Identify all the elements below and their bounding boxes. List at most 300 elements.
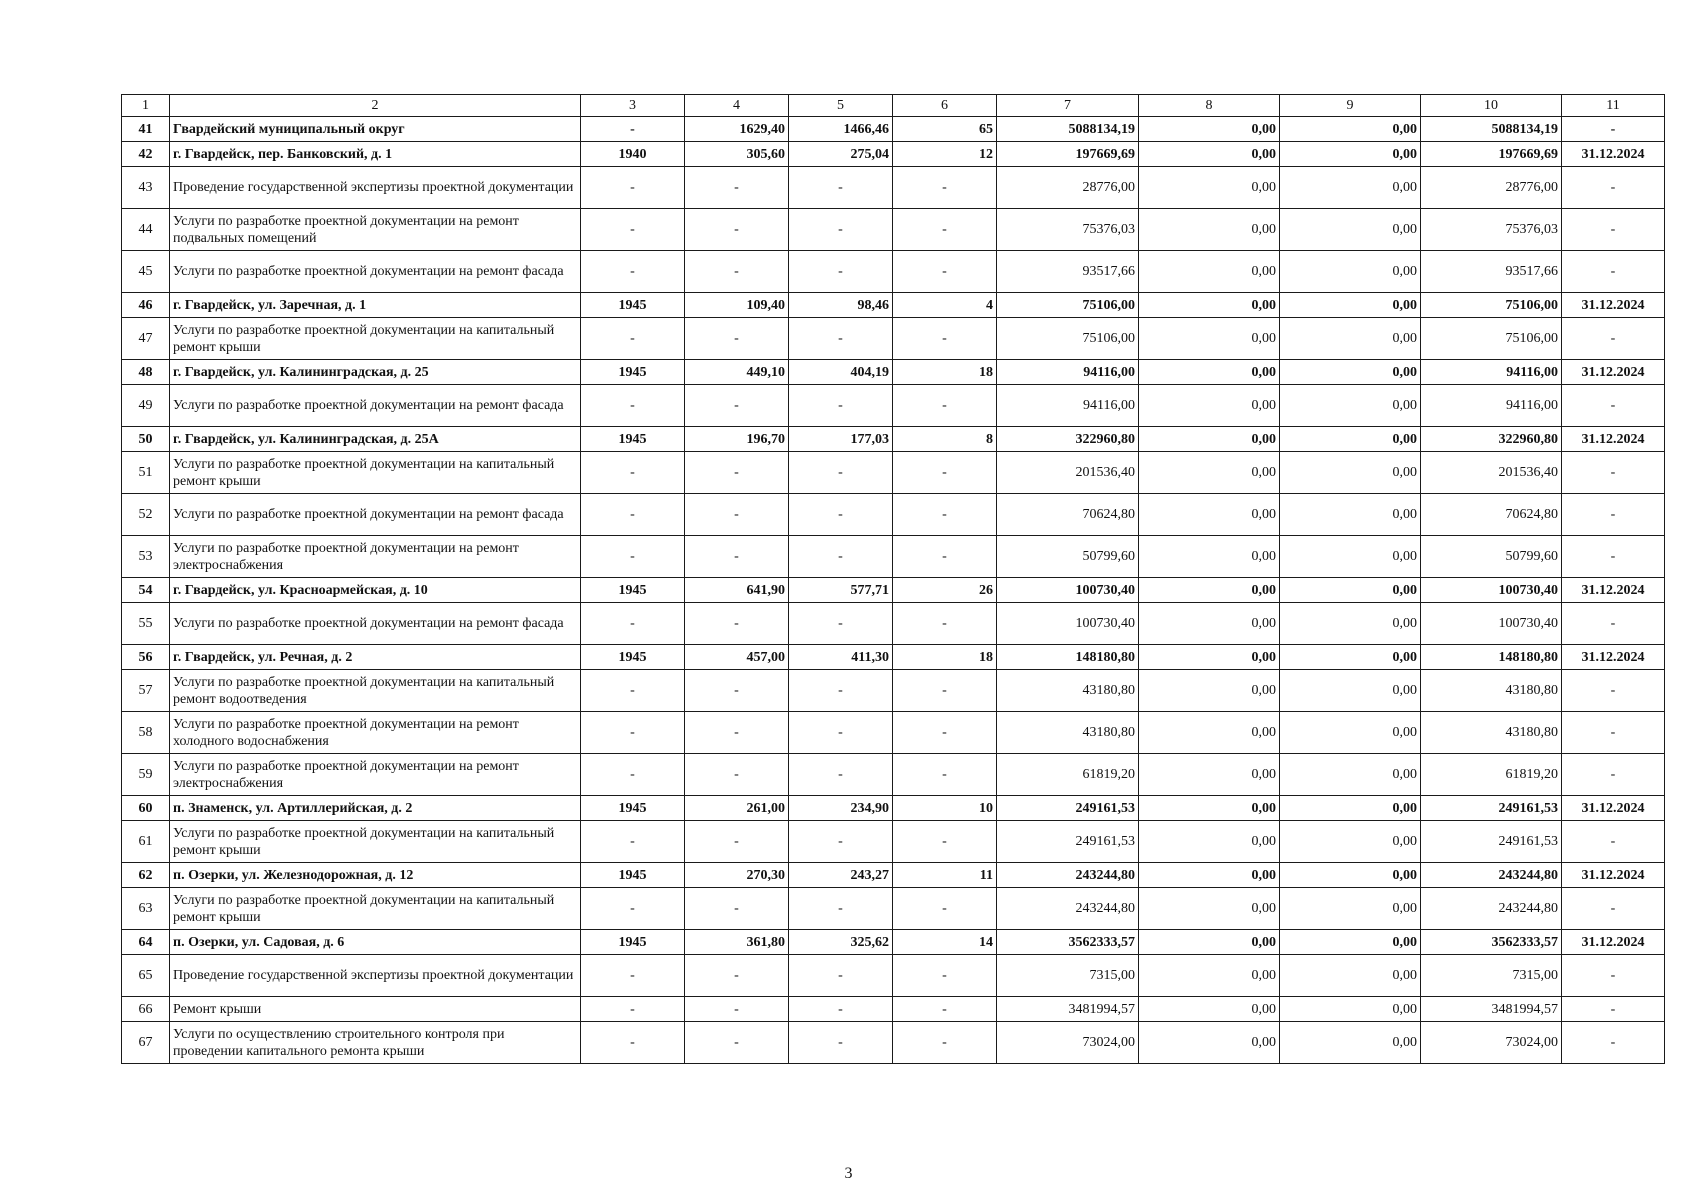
living-area-cell: -: [789, 997, 893, 1022]
living-area-cell: -: [789, 251, 893, 293]
deadline-cell: -: [1562, 117, 1665, 142]
area-cell: -: [685, 603, 789, 645]
area-cell: -: [685, 167, 789, 209]
residents-cell: -: [893, 209, 997, 251]
living-area-cell: 325,62: [789, 930, 893, 955]
work-item-row: [122, 452, 1665, 494]
owners-cell: 28776,00: [1421, 167, 1562, 209]
residents-cell: -: [893, 385, 997, 427]
row-number: 54: [122, 578, 170, 603]
row-number: 41: [122, 117, 170, 142]
address-row: [122, 427, 1665, 452]
residents-cell: 11: [893, 863, 997, 888]
column-header: 2: [170, 95, 581, 117]
work-name: Услуги по разработке проектной документации на капитальный ремонт крыши: [170, 821, 581, 863]
year-cell: -: [581, 1022, 685, 1064]
deadline-cell: -: [1562, 209, 1665, 251]
budget-cell: 0,00: [1280, 293, 1421, 318]
living-area-cell: 98,46: [789, 293, 893, 318]
owners-cell: 249161,53: [1421, 796, 1562, 821]
total-cost-cell: 3562333,57: [997, 930, 1139, 955]
year-cell: -: [581, 209, 685, 251]
year-cell: -: [581, 754, 685, 796]
work-name: Услуги по разработке проектной документации на капитальный ремонт водоотведения: [170, 670, 581, 712]
year-cell: -: [581, 997, 685, 1022]
total-cost-cell: 5088134,19: [997, 117, 1139, 142]
work-name: Услуги по разработке проектной документации на ремонт электроснабжения: [170, 536, 581, 578]
budget-cell: 0,00: [1280, 1022, 1421, 1064]
living-area-cell: -: [789, 385, 893, 427]
address-row: [122, 930, 1665, 955]
residents-cell: 18: [893, 645, 997, 670]
row-number: 53: [122, 536, 170, 578]
residents-cell: -: [893, 997, 997, 1022]
area-cell: 270,30: [685, 863, 789, 888]
row-number: 45: [122, 251, 170, 293]
budget-cell: 0,00: [1280, 360, 1421, 385]
deadline-cell: -: [1562, 1022, 1665, 1064]
address-row: [122, 863, 1665, 888]
work-name: Услуги по разработке проектной документации на ремонт подвальных помещений: [170, 209, 581, 251]
deadline-cell: -: [1562, 167, 1665, 209]
row-number: 65: [122, 955, 170, 997]
owners-cell: 148180,80: [1421, 645, 1562, 670]
year-cell: 1945: [581, 293, 685, 318]
row-number: 59: [122, 754, 170, 796]
work-name: Услуги по разработке проектной документации на ремонт фасада: [170, 385, 581, 427]
residents-cell: 4: [893, 293, 997, 318]
column-header: 7: [997, 95, 1139, 117]
fund-cell: 0,00: [1139, 821, 1280, 863]
budget-cell: 0,00: [1280, 930, 1421, 955]
row-number: 63: [122, 888, 170, 930]
column-header: 5: [789, 95, 893, 117]
row-number: 47: [122, 318, 170, 360]
total-cost-cell: 94116,00: [997, 385, 1139, 427]
residents-cell: -: [893, 712, 997, 754]
year-cell: -: [581, 536, 685, 578]
total-cost-cell: 100730,40: [997, 603, 1139, 645]
deadline-cell: 31.12.2024: [1562, 578, 1665, 603]
fund-cell: 0,00: [1139, 888, 1280, 930]
budget-cell: 0,00: [1280, 821, 1421, 863]
area-cell: 261,00: [685, 796, 789, 821]
total-cost-cell: 201536,40: [997, 452, 1139, 494]
owners-cell: 70624,80: [1421, 494, 1562, 536]
total-cost-cell: 94116,00: [997, 360, 1139, 385]
year-cell: 1945: [581, 578, 685, 603]
deadline-cell: 31.12.2024: [1562, 863, 1665, 888]
year-cell: -: [581, 251, 685, 293]
total-cost-cell: 43180,80: [997, 670, 1139, 712]
work-name: Услуги по разработке проектной документации на ремонт холодного водоснабжения: [170, 712, 581, 754]
area-cell: -: [685, 452, 789, 494]
column-header: 3: [581, 95, 685, 117]
fund-cell: 0,00: [1139, 930, 1280, 955]
living-area-cell: 275,04: [789, 142, 893, 167]
year-cell: 1945: [581, 930, 685, 955]
row-number: 58: [122, 712, 170, 754]
residents-cell: -: [893, 167, 997, 209]
area-cell: 1629,40: [685, 117, 789, 142]
address-row: [122, 796, 1665, 821]
area-cell: 305,60: [685, 142, 789, 167]
residents-cell: -: [893, 494, 997, 536]
total-cost-cell: 61819,20: [997, 754, 1139, 796]
residents-cell: 12: [893, 142, 997, 167]
year-cell: -: [581, 712, 685, 754]
work-name: Услуги по разработке проектной документации на ремонт фасада: [170, 251, 581, 293]
budget-cell: 0,00: [1280, 578, 1421, 603]
area-cell: -: [685, 997, 789, 1022]
work-item-row: [122, 997, 1665, 1022]
owners-cell: 75106,00: [1421, 318, 1562, 360]
living-area-cell: -: [789, 318, 893, 360]
work-name: Проведение государственной экспертизы проектной документации: [170, 167, 581, 209]
fund-cell: 0,00: [1139, 360, 1280, 385]
total-cost-cell: 75106,00: [997, 293, 1139, 318]
row-number: 60: [122, 796, 170, 821]
work-item-row: [122, 251, 1665, 293]
deadline-cell: 31.12.2024: [1562, 796, 1665, 821]
fund-cell: 0,00: [1139, 209, 1280, 251]
work-name: п. Озерки, ул. Железнодорожная, д. 12: [170, 863, 581, 888]
work-item-row: [122, 385, 1665, 427]
living-area-cell: -: [789, 452, 893, 494]
residents-cell: -: [893, 452, 997, 494]
living-area-cell: 177,03: [789, 427, 893, 452]
year-cell: -: [581, 670, 685, 712]
row-number: 64: [122, 930, 170, 955]
row-number: 52: [122, 494, 170, 536]
owners-cell: 100730,40: [1421, 578, 1562, 603]
work-item-row: [122, 754, 1665, 796]
deadline-cell: 31.12.2024: [1562, 360, 1665, 385]
area-cell: -: [685, 494, 789, 536]
address-row: [122, 293, 1665, 318]
total-cost-cell: 3481994,57: [997, 997, 1139, 1022]
row-number: 62: [122, 863, 170, 888]
living-area-cell: -: [789, 167, 893, 209]
work-name: г. Гвардейск, ул. Калининградская, д. 25А: [170, 427, 581, 452]
total-cost-cell: 70624,80: [997, 494, 1139, 536]
residents-cell: -: [893, 754, 997, 796]
living-area-cell: -: [789, 955, 893, 997]
owners-cell: 100730,40: [1421, 603, 1562, 645]
row-number: 50: [122, 427, 170, 452]
residents-cell: 65: [893, 117, 997, 142]
row-number: 67: [122, 1022, 170, 1064]
fund-cell: 0,00: [1139, 712, 1280, 754]
year-cell: -: [581, 452, 685, 494]
residents-cell: -: [893, 821, 997, 863]
owners-cell: 61819,20: [1421, 754, 1562, 796]
total-cost-cell: 243244,80: [997, 888, 1139, 930]
fund-cell: 0,00: [1139, 452, 1280, 494]
total-cost-cell: 243244,80: [997, 863, 1139, 888]
work-item-row: [122, 888, 1665, 930]
area-cell: 196,70: [685, 427, 789, 452]
deadline-cell: -: [1562, 754, 1665, 796]
total-cost-cell: 93517,66: [997, 251, 1139, 293]
work-name: Услуги по осуществлению строительного контроля при проведении капитального ремонта крыши: [170, 1022, 581, 1064]
work-name: Проведение государственной экспертизы проектной документации: [170, 955, 581, 997]
owners-cell: 243244,80: [1421, 888, 1562, 930]
work-name: г. Гвардейск, ул. Заречная, д. 1: [170, 293, 581, 318]
fund-cell: 0,00: [1139, 578, 1280, 603]
living-area-cell: 404,19: [789, 360, 893, 385]
fund-cell: 0,00: [1139, 603, 1280, 645]
budget-cell: 0,00: [1280, 603, 1421, 645]
work-item-row: [122, 712, 1665, 754]
area-cell: 457,00: [685, 645, 789, 670]
deadline-cell: -: [1562, 251, 1665, 293]
fund-cell: 0,00: [1139, 645, 1280, 670]
total-cost-cell: 28776,00: [997, 167, 1139, 209]
address-row: [122, 578, 1665, 603]
address-row: [122, 142, 1665, 167]
year-cell: -: [581, 318, 685, 360]
deadline-cell: 31.12.2024: [1562, 293, 1665, 318]
owners-cell: 43180,80: [1421, 670, 1562, 712]
total-cost-cell: 7315,00: [997, 955, 1139, 997]
owners-cell: 249161,53: [1421, 821, 1562, 863]
address-row: [122, 117, 1665, 142]
year-cell: 1945: [581, 645, 685, 670]
owners-cell: 7315,00: [1421, 955, 1562, 997]
fund-cell: 0,00: [1139, 796, 1280, 821]
fund-cell: 0,00: [1139, 670, 1280, 712]
budget-cell: 0,00: [1280, 997, 1421, 1022]
living-area-cell: -: [789, 209, 893, 251]
work-name: Ремонт крыши: [170, 997, 581, 1022]
budget-cell: 0,00: [1280, 796, 1421, 821]
area-cell: -: [685, 318, 789, 360]
budget-cell: 0,00: [1280, 863, 1421, 888]
work-name: Услуги по разработке проектной документации на капитальный ремонт крыши: [170, 452, 581, 494]
work-name: г. Гвардейск, ул. Калининградская, д. 25: [170, 360, 581, 385]
work-name: п. Знаменск, ул. Артиллерийская, д. 2: [170, 796, 581, 821]
deadline-cell: -: [1562, 318, 1665, 360]
residents-cell: -: [893, 670, 997, 712]
area-cell: -: [685, 821, 789, 863]
fund-cell: 0,00: [1139, 1022, 1280, 1064]
total-cost-cell: 197669,69: [997, 142, 1139, 167]
work-item-row: [122, 955, 1665, 997]
year-cell: -: [581, 117, 685, 142]
total-cost-cell: 249161,53: [997, 821, 1139, 863]
owners-cell: 50799,60: [1421, 536, 1562, 578]
budget-cell: 0,00: [1280, 117, 1421, 142]
total-cost-cell: 43180,80: [997, 712, 1139, 754]
residents-cell: -: [893, 536, 997, 578]
living-area-cell: 577,71: [789, 578, 893, 603]
column-header: 4: [685, 95, 789, 117]
row-number: 55: [122, 603, 170, 645]
work-name: Услуги по разработке проектной документации на капитальный ремонт крыши: [170, 318, 581, 360]
residents-cell: 10: [893, 796, 997, 821]
column-header: 10: [1421, 95, 1562, 117]
owners-cell: 197669,69: [1421, 142, 1562, 167]
year-cell: -: [581, 385, 685, 427]
deadline-cell: -: [1562, 385, 1665, 427]
owners-cell: 3562333,57: [1421, 930, 1562, 955]
work-name: Услуги по разработке проектной документации на ремонт фасада: [170, 603, 581, 645]
work-name: Гвардейский муниципальный округ: [170, 117, 581, 142]
residents-cell: 26: [893, 578, 997, 603]
year-cell: 1940: [581, 142, 685, 167]
living-area-cell: -: [789, 536, 893, 578]
living-area-cell: -: [789, 888, 893, 930]
owners-cell: 73024,00: [1421, 1022, 1562, 1064]
row-number: 43: [122, 167, 170, 209]
work-item-row: [122, 318, 1665, 360]
area-cell: -: [685, 1022, 789, 1064]
residents-cell: 18: [893, 360, 997, 385]
living-area-cell: 1466,46: [789, 117, 893, 142]
budget-cell: 0,00: [1280, 427, 1421, 452]
budget-cell: 0,00: [1280, 754, 1421, 796]
area-cell: -: [685, 251, 789, 293]
residents-cell: 8: [893, 427, 997, 452]
area-cell: 449,10: [685, 360, 789, 385]
address-row: [122, 645, 1665, 670]
budget-cell: 0,00: [1280, 536, 1421, 578]
column-header: 11: [1562, 95, 1665, 117]
residents-cell: -: [893, 888, 997, 930]
owners-cell: 5088134,19: [1421, 117, 1562, 142]
work-name: г. Гвардейск, ул. Речная, д. 2: [170, 645, 581, 670]
row-number: 66: [122, 997, 170, 1022]
area-cell: -: [685, 209, 789, 251]
owners-cell: 243244,80: [1421, 863, 1562, 888]
total-cost-cell: 75376,03: [997, 209, 1139, 251]
year-cell: 1945: [581, 360, 685, 385]
owners-cell: 322960,80: [1421, 427, 1562, 452]
area-cell: 641,90: [685, 578, 789, 603]
row-number: 56: [122, 645, 170, 670]
deadline-cell: 31.12.2024: [1562, 930, 1665, 955]
living-area-cell: 243,27: [789, 863, 893, 888]
owners-cell: 93517,66: [1421, 251, 1562, 293]
row-number: 61: [122, 821, 170, 863]
row-number: 48: [122, 360, 170, 385]
row-number: 44: [122, 209, 170, 251]
row-number: 49: [122, 385, 170, 427]
budget-cell: 0,00: [1280, 955, 1421, 997]
fund-cell: 0,00: [1139, 494, 1280, 536]
fund-cell: 0,00: [1139, 251, 1280, 293]
column-header: 8: [1139, 95, 1280, 117]
area-cell: -: [685, 670, 789, 712]
living-area-cell: -: [789, 670, 893, 712]
budget-cell: 0,00: [1280, 142, 1421, 167]
total-cost-cell: 148180,80: [997, 645, 1139, 670]
total-cost-cell: 50799,60: [997, 536, 1139, 578]
area-cell: 361,80: [685, 930, 789, 955]
budget-cell: 0,00: [1280, 385, 1421, 427]
owners-cell: 201536,40: [1421, 452, 1562, 494]
fund-cell: 0,00: [1139, 385, 1280, 427]
column-header: 6: [893, 95, 997, 117]
row-number: 42: [122, 142, 170, 167]
area-cell: -: [685, 754, 789, 796]
deadline-cell: -: [1562, 494, 1665, 536]
year-cell: -: [581, 167, 685, 209]
residents-cell: -: [893, 318, 997, 360]
year-cell: -: [581, 888, 685, 930]
work-name: г. Гвардейск, пер. Банковский, д. 1: [170, 142, 581, 167]
work-name: Услуги по разработке проектной документации на капитальный ремонт крыши: [170, 888, 581, 930]
deadline-cell: -: [1562, 997, 1665, 1022]
budget-cell: 0,00: [1280, 209, 1421, 251]
residents-cell: -: [893, 1022, 997, 1064]
row-number: 46: [122, 293, 170, 318]
fund-cell: 0,00: [1139, 318, 1280, 360]
row-number: 51: [122, 452, 170, 494]
deadline-cell: -: [1562, 670, 1665, 712]
budget-cell: 0,00: [1280, 251, 1421, 293]
year-cell: 1945: [581, 427, 685, 452]
work-item-row: [122, 670, 1665, 712]
budget-cell: 0,00: [1280, 167, 1421, 209]
total-cost-cell: 73024,00: [997, 1022, 1139, 1064]
living-area-cell: 411,30: [789, 645, 893, 670]
fund-cell: 0,00: [1139, 142, 1280, 167]
year-cell: -: [581, 821, 685, 863]
deadline-cell: -: [1562, 452, 1665, 494]
deadline-cell: -: [1562, 536, 1665, 578]
owners-cell: 94116,00: [1421, 385, 1562, 427]
fund-cell: 0,00: [1139, 536, 1280, 578]
fund-cell: 0,00: [1139, 167, 1280, 209]
work-item-row: [122, 494, 1665, 536]
living-area-cell: -: [789, 754, 893, 796]
budget-cell: 0,00: [1280, 712, 1421, 754]
work-item-row: [122, 603, 1665, 645]
living-area-cell: -: [789, 603, 893, 645]
address-row: [122, 360, 1665, 385]
fund-cell: 0,00: [1139, 997, 1280, 1022]
work-item-row: [122, 1022, 1665, 1064]
area-cell: -: [685, 536, 789, 578]
budget-cell: 0,00: [1280, 452, 1421, 494]
year-cell: -: [581, 955, 685, 997]
fund-cell: 0,00: [1139, 427, 1280, 452]
work-name: п. Озерки, ул. Садовая, д. 6: [170, 930, 581, 955]
total-cost-cell: 75106,00: [997, 318, 1139, 360]
column-header: 1: [122, 95, 170, 117]
page-number: 3: [844, 1165, 853, 1182]
deadline-cell: -: [1562, 955, 1665, 997]
work-name: Услуги по разработке проектной документации на ремонт фасада: [170, 494, 581, 536]
residents-cell: 14: [893, 930, 997, 955]
year-cell: -: [581, 494, 685, 536]
fund-cell: 0,00: [1139, 117, 1280, 142]
living-area-cell: -: [789, 821, 893, 863]
work-schedule-table: [121, 94, 1665, 1064]
deadline-cell: 31.12.2024: [1562, 645, 1665, 670]
deadline-cell: 31.12.2024: [1562, 142, 1665, 167]
residents-cell: -: [893, 251, 997, 293]
fund-cell: 0,00: [1139, 754, 1280, 796]
deadline-cell: -: [1562, 821, 1665, 863]
owners-cell: 3481994,57: [1421, 997, 1562, 1022]
owners-cell: 75376,03: [1421, 209, 1562, 251]
living-area-cell: -: [789, 494, 893, 536]
living-area-cell: -: [789, 712, 893, 754]
budget-cell: 0,00: [1280, 670, 1421, 712]
